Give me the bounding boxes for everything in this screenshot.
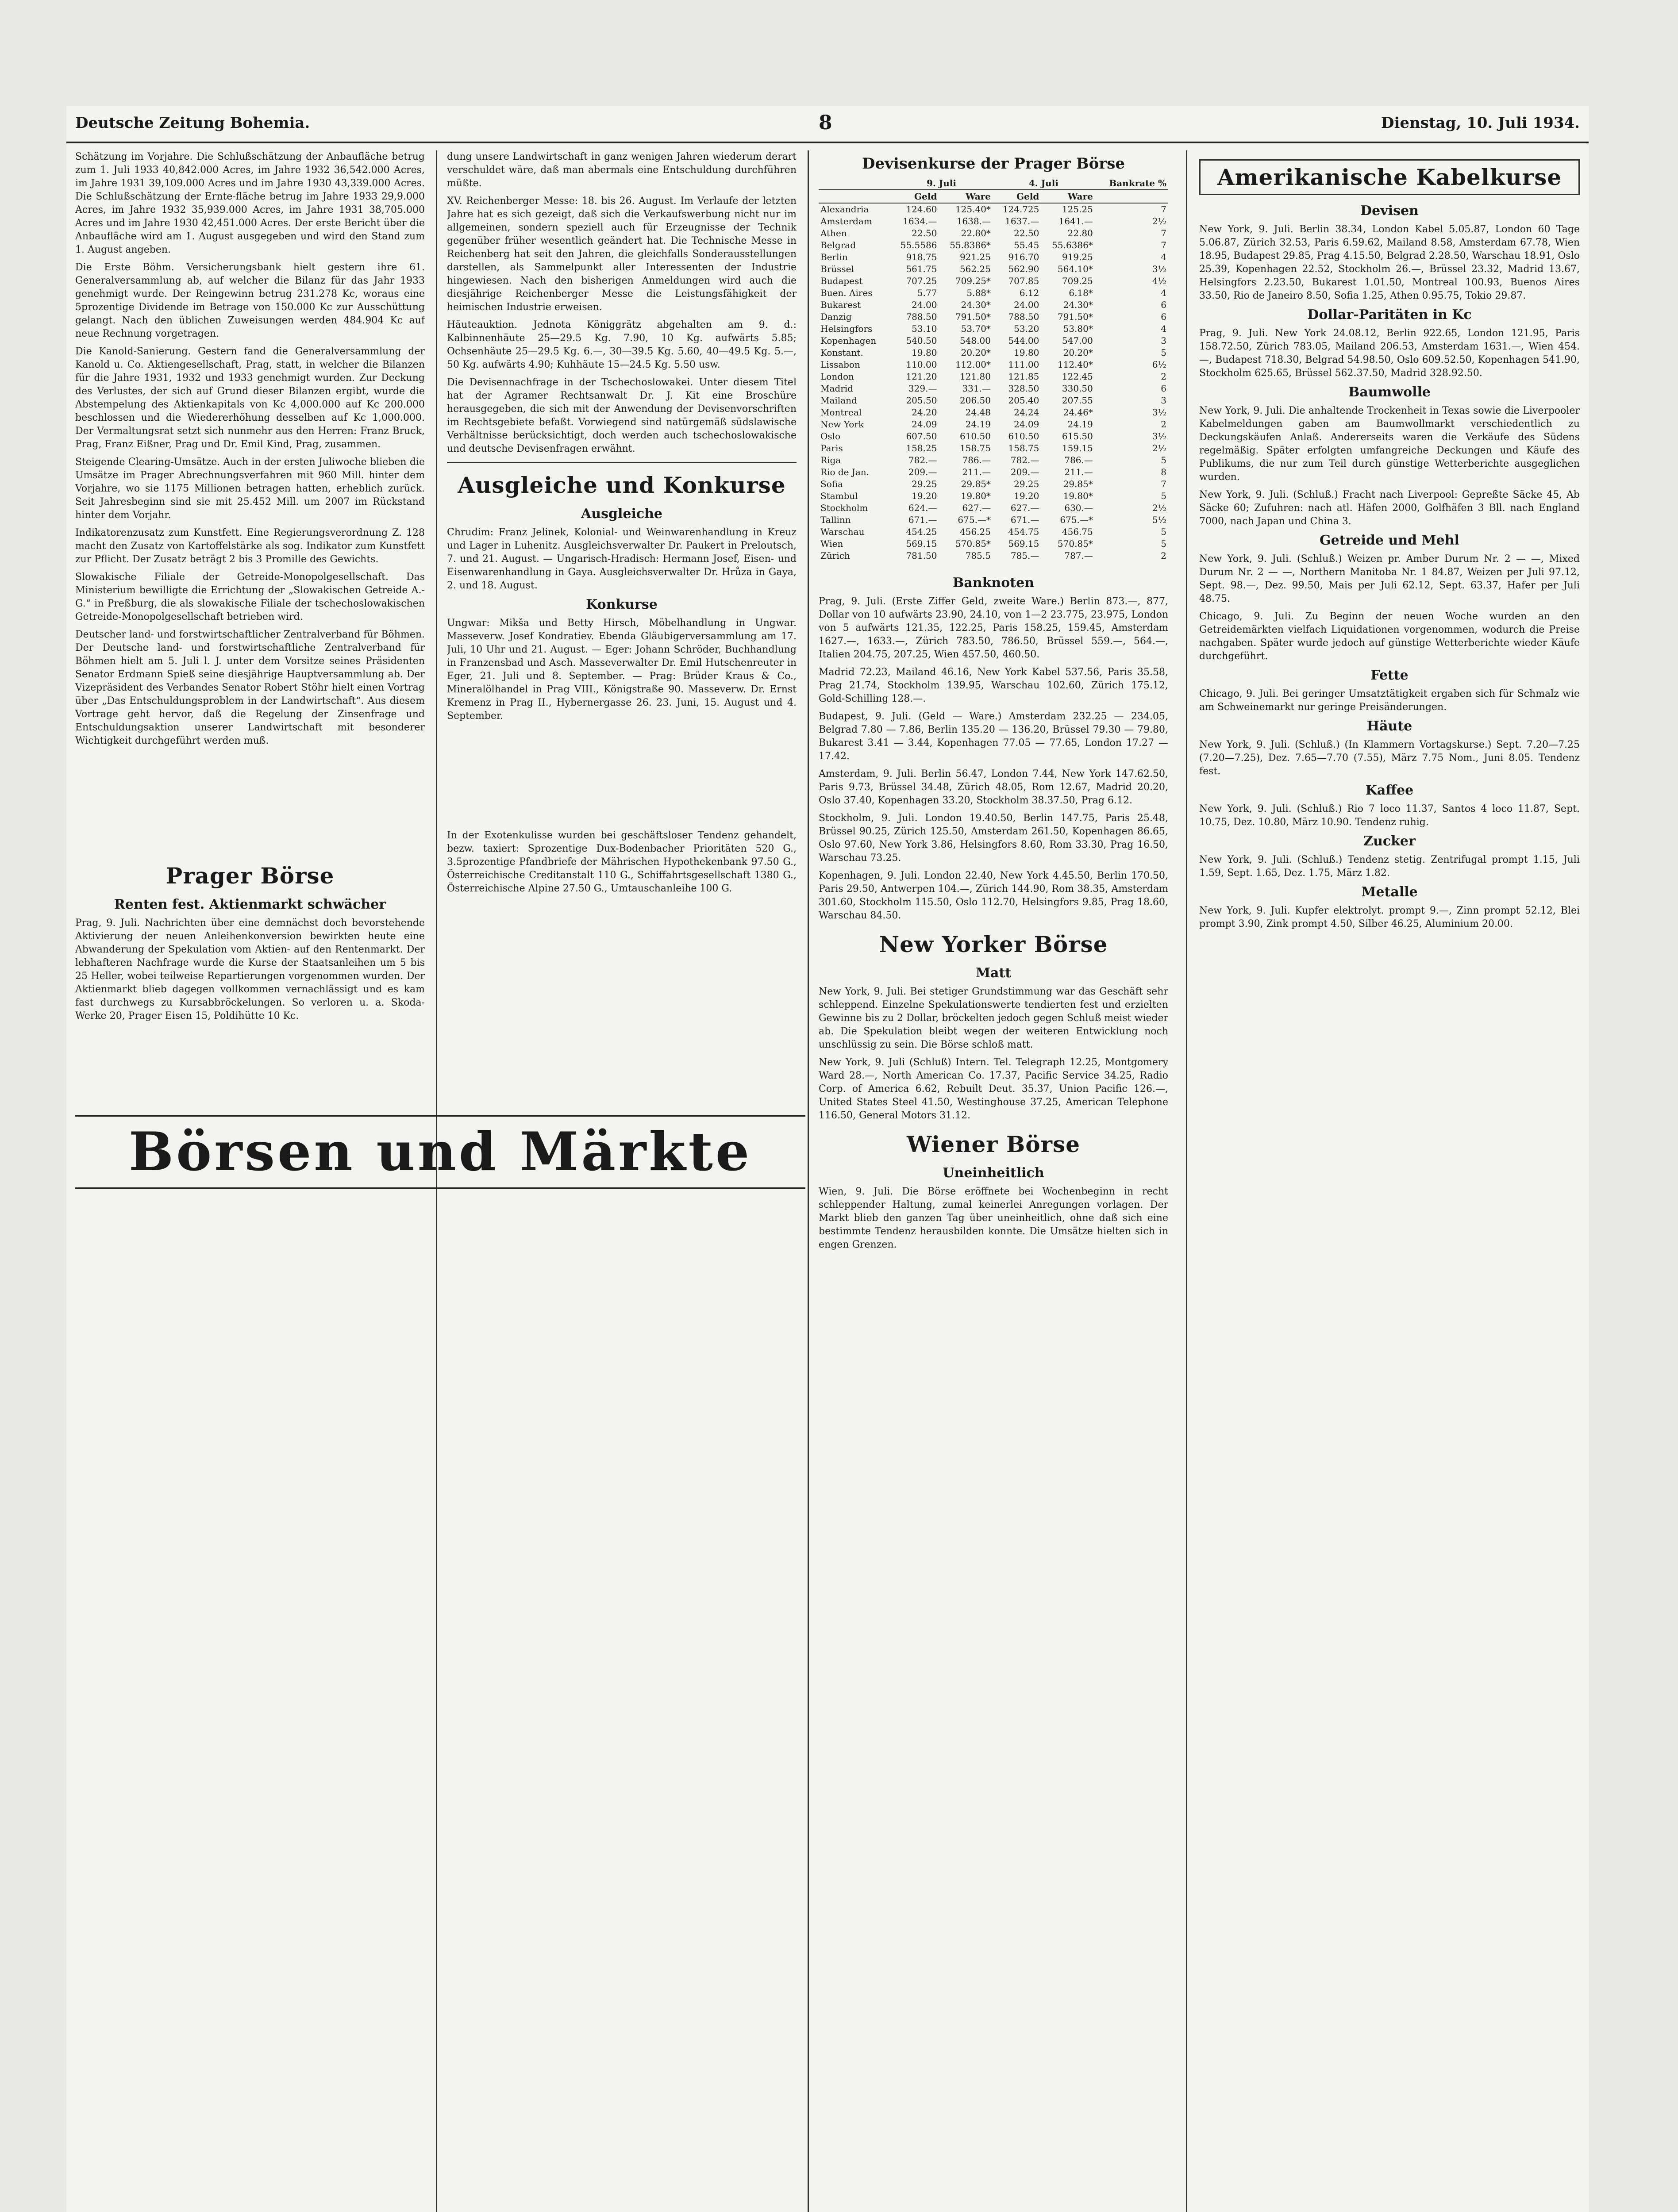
table-row: [819, 419, 1168, 430]
table-cell: 205.40: [1008, 395, 1039, 406]
article-paragraph: Deutscher land- und forstwirtschaftlicher Zentralverband für Böhmen. Der Deutsche land- und forstwirtschaftliche Zentralverband für Böhmen hielt am 5. Juli l. J. unter dem Vorsitze seines Präsidenten Senator Erdmann Spieß seine diesjährige Hauptversammlung ab. Der Vizepräsident des Verbandes Senator Robert Stöhr hielt einen Vortrag über „Das Entschuldungsproblem in der Landwirtschaft“. Aus diesem Vortrage geht hervor, daß die Regelung der Zinsenfrage und Entschuldungsaktion unserer Landwirtschaft mit besonderer Wichtigkeit durchgeführt werden muß.: [75, 629, 425, 746]
section-subtitle: Banknoten: [953, 575, 1034, 591]
table-row: [819, 335, 1168, 347]
section-subtitle: Konkurse: [586, 597, 658, 612]
table-cell: 781.50: [906, 550, 937, 561]
article-paragraph: New York, 9. Juli. Berlin 38.34, London Kabel 5.05.87, London 60 Tage 5.06.87, Zürich 32.53, Paris 6.59.62, Mailand 8.58, Amsterdam 67.78, Wien 18.95, Budapest 29.85, Prag 4.15.50, Belgrad 2.28.50, Warschau 18.91, Oslo 25.39, Kopenhagen 22.52, Stockholm 26.—, Brüssel 23.32, Madrid 13.67, Helsingfors 2.23.50, Bukarest 1.01.50, Montreal 100.93, Buenos Aires 33.50, Rio de Janeiro 8.50, Sofia 1.25, Athen 0.95.75, Tokio 29.87.: [1199, 224, 1580, 301]
table-cell: 329.—: [908, 383, 937, 394]
table-header-row: [819, 177, 1168, 190]
table-cell: 6½: [1152, 359, 1166, 370]
table-cell: 7: [1161, 228, 1166, 238]
table-cell: 570.85*: [955, 538, 991, 549]
table-row: [819, 311, 1168, 323]
table-cell: 55.6386*: [1052, 240, 1093, 250]
table-cell: Tallinn: [820, 515, 851, 525]
table-cell: 707.85: [1008, 276, 1039, 286]
table-cell: 158.25: [906, 443, 937, 453]
table-cell: 564.10*: [1057, 264, 1093, 274]
table-cell: 785.5: [965, 550, 991, 561]
table-cell: 110.00: [906, 359, 937, 370]
table-cell: 55.5586: [900, 240, 937, 250]
table-header-cell: [1095, 190, 1168, 203]
table-cell: 454.75: [1008, 526, 1039, 537]
section-rule: [447, 462, 797, 463]
table-cell: 206.50: [959, 395, 991, 406]
table-cell: 330.50: [1062, 383, 1093, 394]
table-cell: 328.50: [1008, 383, 1039, 394]
table-cell: 786.—: [1064, 455, 1093, 465]
table-row: [819, 550, 1168, 562]
table-cell: Madrid: [820, 383, 853, 394]
table-row: [819, 478, 1168, 490]
table-row: [819, 442, 1168, 454]
banner-headline: Börsen und Märkte: [75, 1115, 805, 1189]
page-number: 8: [819, 111, 832, 134]
table-cell: 207.55: [1062, 395, 1093, 406]
table-cell: Zürich: [820, 550, 850, 561]
table-cell: 456.75: [1062, 526, 1093, 537]
table-cell: New York: [820, 419, 864, 430]
article-paragraph: In der Exotenkulisse wurden bei geschäftsloser Tendenz gehandelt, bezw. taxiert: Sprozentige Dux-Bodenbacher Prioritäten 520 G., 3.5prozentige Pfandbriefe der Mährischen Hypothekenbank 97.50 G., Österreichische Creditanstalt 110 G., Schiffahrtsgesellschaft 1380 G., Österreichische Alpine 27.50 G., Umtauschanleihe 100 G.: [447, 830, 797, 894]
table-cell: 454.25: [906, 526, 937, 537]
table-cell: 19.20: [1014, 491, 1039, 501]
table-row: [819, 466, 1168, 478]
table-cell: 112.40*: [1057, 359, 1093, 370]
table-cell: 7: [1161, 240, 1166, 250]
table-row: [819, 263, 1168, 275]
section-title: Ausgleiche und Konkurse: [458, 472, 786, 498]
table-cell: Athen: [820, 228, 847, 238]
table-cell: Wien: [820, 538, 843, 549]
section-subtitle: Metalle: [1361, 884, 1418, 900]
table-row: [819, 359, 1168, 371]
table-cell: 5: [1161, 491, 1166, 501]
table-cell: Helsingfors: [820, 323, 873, 334]
table-cell: 610.50: [959, 431, 991, 442]
table-cell: 6: [1161, 383, 1166, 394]
table-row: [819, 538, 1168, 550]
section-title: Devisenkurse der Prager Börse: [862, 155, 1125, 173]
table-row: [819, 347, 1168, 359]
table-cell: 787.—: [1064, 550, 1093, 561]
table-cell: 3½: [1152, 407, 1166, 418]
table-cell: 125.25: [1062, 204, 1093, 215]
table-header-row: [819, 190, 1168, 203]
column-3: [819, 150, 1168, 2212]
table-cell: 7: [1161, 204, 1166, 215]
table-cell: Brüssel: [820, 264, 854, 274]
table-cell: 24.19: [965, 419, 991, 430]
article-paragraph: Madrid 72.23, Mailand 46.16, New York Kabel 537.56, Paris 35.58, Prag 21.74, Stockholm 139.95, Warschau 102.60, Zürich 175.12, Gold-Schilling 128.—.: [819, 667, 1168, 704]
table-cell: 24.00: [1014, 300, 1039, 310]
article-paragraph: Schätzung im Vorjahre. Die Schlußschätzung der Anbaufläche betrug zum 1. Juli 1933 40,842.000 Acres, im Jahre 1932 36,542.000 Acres, im Jahre 1931 39,109.000 Acres und im Jahre 1930 43,339.000 Acres. Die Schlußschätzung der Ernte-fläche betrug im Jahre 1933 29,9.000 Acres, im Jahre 1932 35,939.000 Acres, im Jahre 1931 38,705.000 Acres und im Jahre 1930 42,451.000 Acres. Der erste Bericht über die Anbaufläche wird am 1. August ausgegeben und wird den Stand zum 1. August angeben.: [75, 151, 425, 255]
table-cell: Danzig: [820, 311, 852, 322]
table-cell: 1637.—: [1005, 216, 1039, 227]
article-paragraph: Stockholm, 9. Juli. London 19.40.50, Berlin 147.75, Paris 25.48, Brüssel 90.25, Zürich 125.50, Amsterdam 261.50, Kopenhagen 86.65, Oslo 97.60, New York 3.86, Helsingfors 8.60, Rom 33.30, Prag 16.50, Warschau 73.25.: [819, 813, 1168, 864]
table-cell: 19.80: [912, 347, 937, 358]
table-cell: Sofia: [820, 479, 843, 489]
table-cell: 791.50*: [955, 311, 991, 322]
table-cell: 5.77: [917, 288, 937, 298]
table-cell: Warschau: [820, 526, 865, 537]
table-cell: 5: [1161, 455, 1166, 465]
table-cell: 671.—: [908, 515, 937, 525]
table-cell: 570.85*: [1057, 538, 1093, 549]
table-cell: 6: [1161, 300, 1166, 310]
table-cell: 20.20*: [961, 347, 991, 358]
table-cell: 707.25: [906, 276, 937, 286]
table-row: [819, 299, 1168, 311]
table-cell: 24.09: [1014, 419, 1039, 430]
table-cell: 4½: [1152, 276, 1166, 286]
article-paragraph: Die Devisennachfrage in der Tschechoslowakei. Unter diesem Titel hat der Agramer Rechtsanwalt Dr. J. Kit eine Broschüre herausgegeben, die sich mit der Anwendung der Devisenvorschriften im Rechtsgebiete befaßt. Vorwiegend sind natürgemäß südslawische Verhältnisse berücksichtigt, doch werden auch tschechoslowakische und deutsche Devisenfragen erwähnt.: [447, 377, 797, 454]
table-cell: 919.25: [1062, 252, 1093, 262]
table-cell: Amsterdam: [820, 216, 872, 227]
table-cell: 671.—: [1010, 515, 1039, 525]
table-cell: 5½: [1152, 515, 1166, 525]
table-cell: Oslo: [820, 431, 841, 442]
section-subtitle: Ausgleiche: [581, 506, 662, 522]
table-cell: 6.18*: [1069, 288, 1093, 298]
table-cell: Bukarest: [820, 300, 861, 310]
section-subtitle: Renten fest. Aktienmarkt schwächer: [114, 897, 386, 912]
table-cell: Kopenhagen: [820, 335, 877, 346]
newspaper-name: Deutsche Zeitung Bohemia.: [75, 114, 310, 132]
article-paragraph: Die Kanold-Sanierung. Gestern fand die Generalversammlung der Kanold u. Co. Aktiengesellschaft, Prag, statt, in welcher die Bilanzen für die Jahre 1931, 1932 und 1933 genehmigt wurden. Zur Deckung des Verlustes, der sich auf Grund dieser Bilanzen ergibt, wurde die Abstempelung des Aktienkapitals von Kc 4,000.000 auf Kc 200.000 beschlossen und die Wiedererhöhung desselben auf Kc 1,000.000. Der Vermaltungsrat setzt sich nunmehr aus den Herren: Franz Bruck, Prag, Franz Eißner, Prag und Dr. Emil Kind, Prag, zusammen.: [75, 346, 425, 450]
table-cell: 675.—*: [958, 515, 991, 525]
table-cell: 1638.—: [956, 216, 991, 227]
article-paragraph: Prag, 9. Juli. Nachrichten über eine demnächst doch bevorstehende Aktivierung der neuen Anleihenkonversion bewirkten heute eine Abwanderung der Spekulation vom Aktien- auf den Rentenmarkt. Der lebhafteren Nachfrage wurde die Kurse der Staatsanleihen um 5 bis 25 Heller, wobei teilweise Repartierungen vorgenommen wurden. Der Aktienmarkt blieb dagegen vollkommen vernachlässigt und es kam fast durchwegs zu Kursabbröckelungen. So verloren u. a. Skoda-Werke 20, Prager Eisen 15, Poldihütte 10 Kc.: [75, 918, 425, 1022]
table-cell: 20.20*: [1063, 347, 1093, 358]
table-cell: 22.80: [1067, 228, 1093, 238]
newspaper-page: [66, 106, 1589, 2212]
table-cell: 548.00: [959, 335, 991, 346]
section-subtitle: Häute: [1366, 718, 1412, 734]
table-cell: 24.46*: [1063, 407, 1093, 418]
table-cell: London: [820, 371, 854, 382]
article-paragraph: Die Erste Böhm. Versicherungsbank hielt gestern ihre 61. Generalversammlung ab, auf welcher die Bilanz für das Jahr 1933 genehmigt wurde. Der Reingewinn betrug 231.278 Kc, woraus eine 5prozentige Dividende im Betrage von 150.000 Kc zur Ausschüttung gelangt. Nach den üblichen Zuweisungen werden 484.904 Kc auf neue Rechnung vorgetragen.: [75, 262, 425, 339]
table-row: [819, 490, 1168, 502]
table-cell: 24.00: [912, 300, 937, 310]
table-header-cell: 4. Juli: [993, 177, 1095, 190]
table-cell: Mailand: [820, 395, 857, 406]
table-cell: 29.25: [912, 479, 937, 489]
table-cell: 788.50: [1008, 311, 1039, 322]
table-cell: Lissabon: [820, 359, 860, 370]
section-subtitle: Matt: [975, 965, 1012, 981]
table-cell: 209.—: [908, 467, 937, 477]
table-cell: 561.75: [906, 264, 937, 274]
table-cell: 627.—: [1010, 503, 1039, 513]
currency-table-body: [819, 203, 1168, 562]
table-cell: 788.50: [906, 311, 937, 322]
table-header-cell: Bankrate %: [1095, 177, 1168, 190]
article-paragraph: Häuteauktion. Jednota Königgrätz abgehalten am 9. d.: Kalbinnenhäute 25—29.5 Kg. 7.90, 10 Kg. aufwärts 5.85; Ochsenhäute 25—29.5 Kg. 6.—, 30—39.5 Kg. 5.60, 40—49.5 Kg. 5.—, 50 Kg. aufwärts 4.90; Kuhhäute 15—24.5 Kg. 5.50 usw.: [447, 319, 797, 370]
article-paragraph: Prag, 9. Juli. New York 24.08.12, Berlin 922.65, London 121.95, Paris 158.72.50, Zürich 783.05, Mailand 206.53, Amsterdam 1631.—, Wien 454.—, Budapest 718.30, Belgrad 54.98.50, Oslo 609.52.50, Kopenhagen 541.90, Stockholm 625.65, Brüssel 562.37.50, Madrid 328.92.50.: [1199, 328, 1580, 379]
table-cell: 122.45: [1062, 371, 1093, 382]
table-cell: 124.725: [1002, 204, 1039, 215]
table-cell: Paris: [820, 443, 843, 453]
table-cell: 125.40*: [955, 204, 991, 215]
table-cell: Riga: [820, 455, 841, 465]
table-cell: 921.25: [959, 252, 991, 262]
table-row: [819, 323, 1168, 335]
table-cell: 5: [1161, 538, 1166, 549]
table-row: [819, 407, 1168, 419]
table-row: [819, 430, 1168, 442]
table-row: [819, 239, 1168, 251]
table-cell: Montreal: [820, 407, 862, 418]
table-cell: 24.48: [965, 407, 991, 418]
table-cell: 1641.—: [1058, 216, 1093, 227]
table-row: [819, 514, 1168, 526]
section-subtitle: Kaffee: [1365, 783, 1414, 798]
article-paragraph: Ungwar: Mikša und Betty Hirsch, Möbelhandlung in Ungwar. Masseverw. Josef Kondratiev. Ebenda Gläubigerversammlung am 17. Juli, 10 Uhr und 21. August. — Eger: Johann Schröder, Buchhandlung in Franzensbad und Asch. Masseverwalter Dr. Emil Hutschenreuter in Eger, 21. Juli und 8. September. — Prag: Brüder Kraus & Co., Mineralölhandel in Prag VIII., Königstraße 90. Masseverw. Dr. Ernst Kremenz in Prag II., Hybernergasse 26. 23. Juni, 15. August und 4. September.: [447, 618, 797, 722]
table-cell: 24.24: [1014, 407, 1039, 418]
table-cell: 6: [1161, 311, 1166, 322]
section-title: Wiener Börse: [907, 1131, 1080, 1157]
table-cell: 3: [1161, 335, 1166, 346]
table-cell: Stockholm: [820, 503, 868, 513]
table-cell: Rio de Jan.: [820, 467, 870, 477]
table-cell: 124.60: [906, 204, 937, 215]
table-cell: 2½: [1152, 503, 1166, 513]
article-paragraph: New York, 9. Juli. (Schluß.) Tendenz stetig. Zentrifugal prompt 1.15, Juli 1.59, Sept. 1.65, Dez. 1.75, März 1.82.: [1199, 854, 1580, 879]
table-row: [819, 371, 1168, 383]
article-paragraph: Steigende Clearing-Umsätze. Auch in der ersten Juliwoche blieben die Umsätze im Prager Abrechnungsverfahren mit 960 Mill. hinter dem Vorjahre, wo sie 1175 Millionen betragen hatten, erheblich zurück. Seit Jahresbeginn sind sie mit 25.452 Mill. um 2007 im Rückstand hinter dem Vorjahr.: [75, 457, 425, 521]
table-row: [819, 215, 1168, 227]
table-cell: 675.—*: [1060, 515, 1093, 525]
table-cell: 785.—: [1010, 550, 1039, 561]
table-row: [819, 502, 1168, 514]
article-paragraph: dung unsere Landwirtschaft in ganz wenigen Jahren wiederum derart verschuldet wäre, daß man abermals eine Entschuldung durchführen müßte.: [447, 151, 797, 189]
section-title: Amerikanische Kabelkurse: [1199, 159, 1580, 195]
table-cell: 24.19: [1067, 419, 1093, 430]
table-header-cell: Ware: [1041, 190, 1095, 203]
table-cell: 205.50: [906, 395, 937, 406]
article-paragraph: Kopenhagen, 9. Juli. London 22.40, New York 4.45.50, Berlin 170.50, Paris 29.50, Antwerpen 104.—, Zürich 144.90, Rom 38.35, Amsterdam 301.60, Stockholm 115.50, Oslo 112.70, Helsingfors 9.85, Prag 18.60, Warschau 84.50.: [819, 870, 1168, 921]
article-paragraph: New York, 9. Juli. Die anhaltende Trockenheit in Texas sowie die Liverpooler Kabelmeldungen gaben am Baumwollmarkt verschiedentlich zu Deckungskäufen Anlaß. Andererseits waren die Verkäufe des Südens regelmäßig. Später erfolgten umfangreiche Deckungen und Käufe des Publikums, die nur zum Teil durch günstige Wetterberichte ausgeglichen wurden.: [1199, 405, 1580, 483]
article-paragraph: Chrudim: Franz Jelinek, Kolonial- und Weinwarenhandlung in Kreuz und Lager in Luhenitz. Ausgleichsverwalter Dr. Paukert in Preloutsch, 7. und 21. August. — Ungarisch-Hradisch: Hermann Josef, Eisen- und Eisenwarenhandlung in Gaya. Ausgleichsverwalter Dr. Hrůza in Gaya, 2. und 18. August.: [447, 527, 797, 591]
table-cell: 19.20: [912, 491, 937, 501]
table-cell: 24.30*: [961, 300, 991, 310]
table-cell: 782.—: [1010, 455, 1039, 465]
table-cell: Konstant.: [820, 347, 863, 358]
article-paragraph: XV. Reichenberger Messe: 18. bis 26. August. Im Verlaufe der letzten Jahre hat es sich gezeigt, daß sich die Verkaufswerbung nicht nur im allgemeinen, sondern speziell auch für Erzeugnisse der Technik gegenüber früher wesentlich geändert hat. Die Technische Messe in Reichenberg hat seit den Jahren, die gleichfalls Sonderausstellungen darstellen, als Sammelpunkt aller Interessenten der Industrie hingewiesen. Nach den bisherigen Anmeldungen wird auch die diesjährige Reichenberger Messe die Leistungsfähigkeit der heimischen Industrie erweisen.: [447, 196, 797, 313]
table-cell: 4: [1161, 288, 1166, 298]
issue-date: Dienstag, 10. Juli 1934.: [1381, 114, 1580, 132]
table-cell: 7: [1161, 479, 1166, 489]
table-cell: 22.50: [1014, 228, 1039, 238]
article-paragraph: Prag, 9. Juli. (Erste Ziffer Geld, zweite Ware.) Berlin 873.—, 877, Dollar von 10 aufwärts 23.90, 24.10, von 1—2 23.775, 23.975, London von 5 aufwärts 121.35, 122.25, Paris 158.25, 159.45, Amsterdam 1627.—, 1633.—, Zürich 783.50, 786.50, Brüssel 559.—, 564.—, Italien 204.75, 207.25, Wien 457.50, 460.50.: [819, 596, 1168, 660]
table-cell: 22.80*: [961, 228, 991, 238]
table-cell: 55.8386*: [950, 240, 991, 250]
table-cell: 111.00: [1008, 359, 1039, 370]
column-4: [1199, 150, 1580, 2212]
table-cell: 782.—: [908, 455, 937, 465]
table-cell: 2: [1161, 419, 1166, 430]
article-paragraph: Budapest, 9. Juli. (Geld — Ware.) Amsterdam 232.25 — 234.05, Belgrad 7.80 — 7.86, Berlin 135.20 — 136.20, Brüssel 79.30 — 79.80, Bukarest 3.41 — 3.44, Kopenhagen 77.05 — 77.65, London 17.27 — 17.42.: [819, 711, 1168, 762]
table-cell: 53.70*: [961, 323, 991, 334]
table-cell: 569.15: [906, 538, 937, 549]
table-header-cell: Geld: [993, 190, 1041, 203]
table-cell: 3: [1161, 395, 1166, 406]
article-paragraph: Chicago, 9. Juli. Bei geringer Umsatztätigkeit ergaben sich für Schmalz wie am Schweinemarkt nur geringe Preisänderungen.: [1199, 688, 1580, 713]
table-cell: 918.75: [906, 252, 937, 262]
table-cell: 53.20: [1014, 323, 1039, 334]
table-cell: 627.—: [962, 503, 991, 513]
table-cell: 1634.—: [903, 216, 937, 227]
article-paragraph: Wien, 9. Juli. Die Börse eröffnete bei Wochenbeginn in recht schleppender Haltung, zumal keinerlei Anregungen vorlagen. Der Markt blieb den ganzen Tag über uneinheitlich, ohne daß sich eine bestimmte Tendenz herausbilden konnte. Die Umsätze hielten sich in engen Grenzen.: [819, 1186, 1168, 1250]
table-cell: Berlin: [820, 252, 848, 262]
table-cell: 5: [1161, 526, 1166, 537]
table-cell: 709.25: [1062, 276, 1093, 286]
table-header-cell: [819, 177, 890, 190]
table-cell: Stambul: [820, 491, 858, 501]
table-cell: 4: [1161, 252, 1166, 262]
article-paragraph: New York, 9. Juli. Kupfer elektrolyt. prompt 9.—, Zinn prompt 52.12, Blei prompt 3.90, Zink prompt 4.50, Silber 46.25, Aluminium 20.00.: [1199, 905, 1580, 929]
table-cell: Belgrad: [820, 240, 856, 250]
article-paragraph: New York, 9. Juli. (Schluß.) Fracht nach Liverpool: Gepreßte Säcke 45, Ab Säcke 60; Zufuhren: nach atl. Häfen 2000, Golfhäfen 3 Bll. nach England 7000, nach Japan und China 3.: [1199, 489, 1580, 527]
table-cell: 24.09: [912, 419, 937, 430]
table-cell: 3½: [1152, 264, 1166, 274]
table-cell: 19.80: [1014, 347, 1039, 358]
article-paragraph: Indikatorenzusatz zum Kunstfett. Eine Regierungsverordnung Z. 128 macht den Zusatz von Kartoffelstärke als sog. Indikator zum Kunstfett zur Pflicht. Der Zusatz beträgt 2 bis 3 Promille des Gewichts.: [75, 527, 425, 565]
table-cell: 55.45: [1014, 240, 1039, 250]
article-paragraph: New York, 9. Juli. (Schluß.) Rio 7 loco 11.37, Santos 4 loco 11.87, Sept. 10.75, Dez. 10.80, März 10.90. Tendenz ruhig.: [1199, 803, 1580, 828]
table-cell: 211.—: [962, 467, 991, 477]
table-cell: 544.00: [1008, 335, 1039, 346]
section-title: Prager Börse: [165, 863, 335, 889]
table-cell: Alexandria: [820, 204, 869, 215]
table-cell: 19.80*: [961, 491, 991, 501]
table-cell: 5.88*: [966, 288, 991, 298]
table-cell: 29.25: [1014, 479, 1039, 489]
article-paragraph: Chicago, 9. Juli. Zu Beginn der neuen Woche wurden an den Getreidemärkten vielfach Liquidationen vorgenommen, wodurch die Preise nachgaben. Später wurde jedoch auf günstige Wetterberichte wieder Käufe durchgeführt.: [1199, 611, 1580, 662]
table-cell: 4: [1161, 323, 1166, 334]
section-title: New Yorker Börse: [879, 931, 1108, 957]
table-cell: 2: [1161, 550, 1166, 561]
table-cell: 158.75: [959, 443, 991, 453]
table-header-cell: Ware: [939, 190, 993, 203]
table-cell: Budapest: [820, 276, 863, 286]
section-subtitle: Baumwolle: [1348, 384, 1431, 400]
table-row: [819, 275, 1168, 287]
table-row: [819, 383, 1168, 395]
table-row: [819, 251, 1168, 263]
section-subtitle: Devisen: [1360, 203, 1419, 219]
table-cell: 24.20: [912, 407, 937, 418]
table-cell: 5: [1161, 347, 1166, 358]
table-cell: 121.80: [959, 371, 991, 382]
section-subtitle: Zucker: [1363, 833, 1416, 849]
section-subtitle: Dollar-Paritäten in Kc: [1307, 307, 1472, 323]
table-cell: 2½: [1152, 216, 1166, 227]
table-header-cell: 9. Juli: [890, 177, 993, 190]
column-divider: [1186, 150, 1187, 2212]
table-header-cell: [819, 190, 890, 203]
table-cell: 22.50: [912, 228, 937, 238]
table-cell: 8: [1161, 467, 1166, 477]
table-row: [819, 203, 1168, 215]
table-cell: 53.10: [912, 323, 937, 334]
table-cell: 331.—: [962, 383, 991, 394]
table-cell: 2: [1161, 371, 1166, 382]
section-subtitle: Fette: [1370, 668, 1409, 683]
page-header: [66, 106, 1589, 143]
table-cell: 29.85*: [961, 479, 991, 489]
table-cell: 709.25*: [955, 276, 991, 286]
table-cell: 607.50: [906, 431, 937, 442]
table-cell: 916.70: [1008, 252, 1039, 262]
section-subtitle: Uneinheitlich: [943, 1165, 1044, 1181]
table-row: [819, 395, 1168, 407]
table-cell: 562.25: [959, 264, 991, 274]
table-cell: 2½: [1152, 443, 1166, 453]
table-row: [819, 454, 1168, 466]
article-paragraph: Slowakische Filiale der Getreide-Monopolgesellschaft. Das Ministerium bewilligte die Errichtung der „Slowakischen Getreide A.-G.“ in Preßburg, die als slowakische Filiale der tschechoslowakischen Getreide-Monopolgesellschaft betrieben wird.: [75, 572, 425, 622]
table-cell: 791.50*: [1057, 311, 1093, 322]
table-cell: 121.20: [906, 371, 937, 382]
article-paragraph: New York, 9. Juli (Schluß) Intern. Tel. Telegraph 12.25, Montgomery Ward 28.—, North American Co. 17.37, Pacific Service 34.25, Radio Corp. of America 6.62, Rebuilt Deut. 35.37, Union Pacific 126.—, United States Steel 41.50, Westinghouse 37.25, American Telephone 116.50, General Motors 31.12.: [819, 1057, 1168, 1121]
table-cell: 209.—: [1010, 467, 1039, 477]
table-cell: 24.30*: [1063, 300, 1093, 310]
article-paragraph: New York, 9. Juli. (Schluß.) Weizen pr. Amber Durum Nr. 2 — —, Mixed Durum Nr. 2 — —, Northern Manitoba Nr. 1 84.87, Weizen per Juli 97.12, Sept. 98.—, Dez. 99.50, Mais per Juli 62.12, Sept. 63.37, Hafer per Juli 48.75.: [1199, 553, 1580, 604]
table-row: [819, 287, 1168, 299]
table-row: [819, 526, 1168, 538]
table-cell: 615.50: [1062, 431, 1093, 442]
table-cell: 211.—: [1064, 467, 1093, 477]
section-subtitle: Getreide und Mehl: [1320, 533, 1459, 548]
article-paragraph: New York, 9. Juli. Bei stetiger Grundstimmung war das Geschäft sehr schleppend. Einzelne Spekulationswerte tendierten fest und erzielten Gewinne bis zu 2 Dollar, bröckelten jedoch gegen Schluß meist wieder ab. Die Spekulation bleibt wegen der weiteren Entwicklung noch unschlüssig zu sein. Die Börse schloß matt.: [819, 986, 1168, 1050]
article-paragraph: Amsterdam, 9. Juli. Berlin 56.47, London 7.44, New York 147.62.50, Paris 9.73, Brüssel 34.48, Zürich 48.05, Rom 12.67, Madrid 20.20, Oslo 37.40, Kopenhagen 33.20, Stockholm 38.37.50, Prag 6.12.: [819, 768, 1168, 806]
currency-table: [819, 177, 1168, 562]
column-divider: [808, 150, 809, 2212]
table-cell: 6.12: [1019, 288, 1039, 298]
table-cell: 547.00: [1062, 335, 1093, 346]
table-cell: 562.90: [1008, 264, 1039, 274]
article-paragraph: New York, 9. Juli. (Schluß.) (In Klammern Vortagskurse.) Sept. 7.20—7.25 (7.20—7.25), Dez. 7.65—7.70 (7.55), März 7.75 Nom., Juni 8.05. Tendenz fest.: [1199, 739, 1580, 777]
table-header-cell: Geld: [890, 190, 939, 203]
table-cell: 121.85: [1008, 371, 1039, 382]
table-cell: 158.75: [1008, 443, 1039, 453]
table-cell: 569.15: [1008, 538, 1039, 549]
table-cell: 630.—: [1064, 503, 1093, 513]
table-row: [819, 227, 1168, 239]
table-cell: 112.00*: [955, 359, 991, 370]
table-cell: 456.25: [959, 526, 991, 537]
table-cell: Buen. Aires: [820, 288, 873, 298]
table-cell: 624.—: [908, 503, 937, 513]
table-cell: 19.80*: [1063, 491, 1093, 501]
table-cell: 53.80*: [1063, 323, 1093, 334]
table-cell: 610.50: [1008, 431, 1039, 442]
table-cell: 159.15: [1062, 443, 1093, 453]
table-cell: 3½: [1152, 431, 1166, 442]
table-cell: 540.50: [906, 335, 937, 346]
table-cell: 786.—: [962, 455, 991, 465]
table-cell: 29.85*: [1063, 479, 1093, 489]
